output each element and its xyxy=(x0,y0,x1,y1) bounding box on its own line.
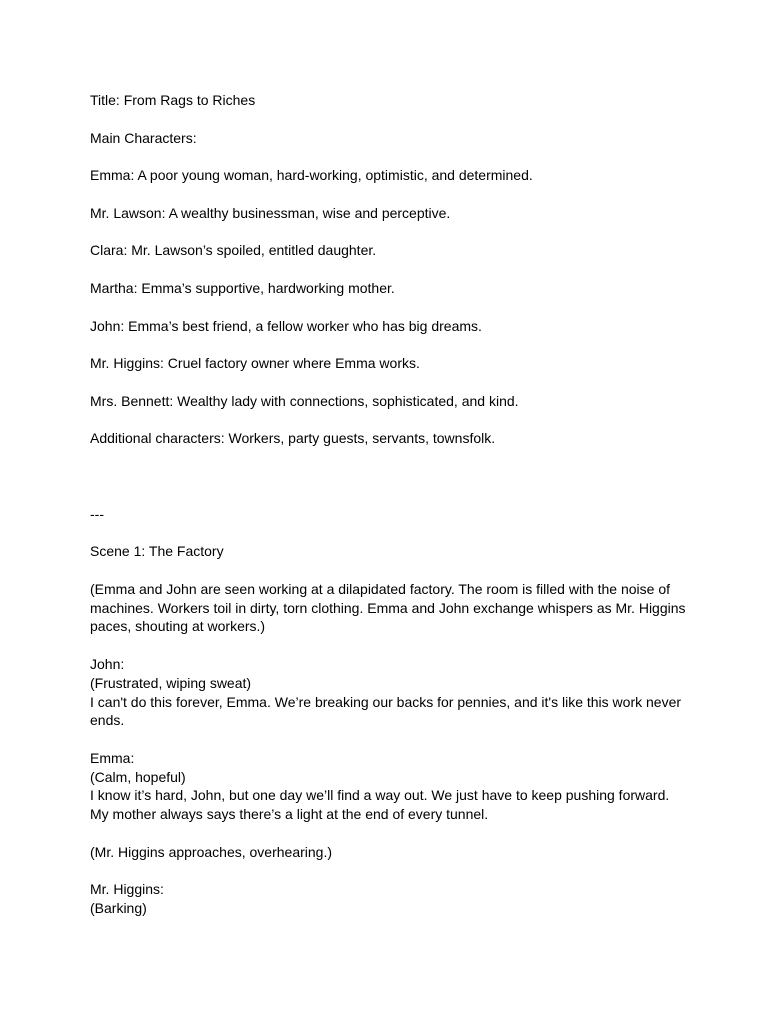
separator: --- xyxy=(90,505,104,522)
character-entry: Emma: A poor young woman, hard-working, optimistic, and determined. xyxy=(90,167,533,184)
character-entry: Mr. Lawson: A wealthy businessman, wise and perceptive. xyxy=(90,204,451,221)
character-entry: Additional characters: Workers, party guests, servants, townsfolk. xyxy=(90,430,496,447)
dialogue-lines: I know it’s hard, John, but one day we’ll find a way out. We just have to keep pushing forward. My mother always says there’s a light at the end of every tunnel. xyxy=(90,787,670,823)
parenthetical: (Frustrated, wiping sweat) xyxy=(90,674,252,691)
speaker-name: John: xyxy=(90,655,125,672)
stage-direction: (Emma and John are seen working at a dilapidated factory. The room is filled with the noise of machines. Workers toil in dirty, torn clothing. Emma and John exchange whispers as Mr. Higgins paces, shouting at workers.) xyxy=(90,580,686,635)
dialogue-block xyxy=(90,749,690,824)
dialogue-block xyxy=(90,880,690,918)
stage-direction: (Mr. Higgins approaches, overhearing.) xyxy=(90,843,333,860)
document-body xyxy=(90,91,690,937)
speaker-name: Mr. Higgins: xyxy=(90,881,164,898)
dialogue-block xyxy=(90,655,690,730)
blank-space xyxy=(90,467,690,505)
dialogue-lines: I can't do this forever, Emma. We’re breaking our backs for pennies, and it's like this work never ends. xyxy=(90,693,682,729)
speaker-name: Emma: xyxy=(90,749,135,766)
scene-heading: Scene 1: The Factory xyxy=(90,543,224,560)
character-entry: Mrs. Bennett: Wealthy lady with connections, sophisticated, and kind. xyxy=(90,392,519,409)
character-entry: Clara: Mr. Lawson’s spoiled, entitled daughter. xyxy=(90,242,377,259)
title-line: Title: From Rags to Riches xyxy=(90,92,256,108)
character-entry: Mr. Higgins: Cruel factory owner where Emma works. xyxy=(90,355,420,372)
parenthetical: (Calm, hopeful) xyxy=(90,768,186,785)
parenthetical: (Barking) xyxy=(90,900,147,917)
character-entry: Martha: Emma’s supportive, hardworking mother. xyxy=(90,279,395,296)
main-characters-heading: Main Characters: xyxy=(90,129,197,146)
character-entry: John: Emma’s best friend, a fellow worker who has big dreams. xyxy=(90,317,482,334)
